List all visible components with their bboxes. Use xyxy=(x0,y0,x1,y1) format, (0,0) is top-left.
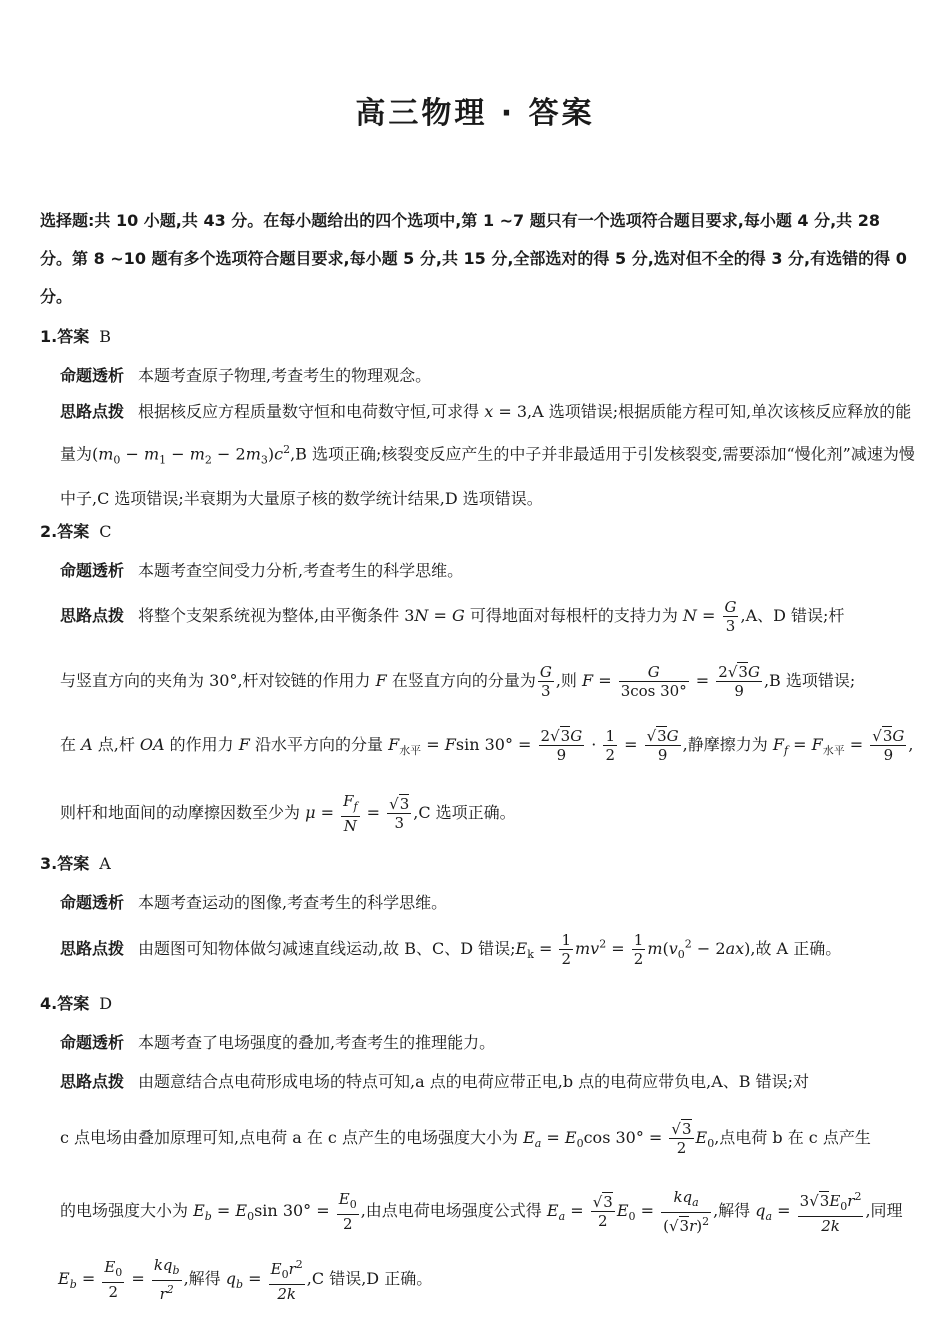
q2-hint-line-3: 在 A 点,杆 OA 的作用力 F 沿水平方向的分量 $F_{水平} = Fsin$ 30° = $\frac{2√3G}{9}$ · $\frac{1}{2}$ = $\frac{√3G}{9}$ ,静摩擦力为 $F_f = F_{水平}$ = $\frac{√3G}{9}$ , xyxy=(60,727,914,764)
intro-paragraph: 选择题:共 10 小题,共 43 分。在每小题给出的四个选项中,第 1 ~7 题只有一个选项符合题目要求,每小题 4 分,共 28 分。第 8 ~10 题有多个选项符合题目要求,每小题 5 分,共 15 分,全部选对的得 5 分,选对但不全的得 3 分,有选错的得 0 分。 xyxy=(40,211,907,306)
q2-answer: C xyxy=(99,522,112,541)
q2-analysis: 命题透析 本题考查空间受力分析,考查考生的科学思维。 xyxy=(60,561,464,580)
q4-hint-line-1: 思路点拨 由题意结合点电荷形成电场的特点可知,a 点的电荷应带正电,b 点的电荷应带负电,A、B 错误;对 xyxy=(60,1072,810,1091)
q4-answer: D xyxy=(99,994,113,1013)
q1-hint: 思路点拨 根据核反应方程质量数守恒和电荷数守恒,可求得 x = 3,A 选项错误;根据质能方程可知,单次该核反应释放的能量为$(m_0 - m_1 - m_2 - 2m_3)c^2,B$ 选项正确;核裂变反应产生的中子并非最适用于引发核裂变,需要添加“慢化剂”减速为慢中子,C 选项错误;半衰期为大量原子核的数学统计结果,D 选项错误。 xyxy=(60,402,915,508)
q3-analysis: 命题透析 本题考查运动的图像,考查考生的科学思维。 xyxy=(60,893,448,912)
q1-header: 1.答案 B xyxy=(40,327,111,346)
q4-analysis: 命题透析 本题考查了电场强度的叠加,考查考生的推理能力。 xyxy=(60,1033,496,1052)
q3-hint: 思路点拨 由题图可知物体做匀减速直线运动,故 B、C、D 错误$;E_k$ = $\frac{1}{2}$ $mv^2$ = $\frac{1}{2}$ $m(v_0^2 - 2ax)$,故 A 正确。 xyxy=(60,931,842,968)
page-title: 高三物理 · 答案 xyxy=(355,96,595,131)
q4-hint-line-4: $E_b$ = $\frac{E_0}{2}$ = $\frac{kq_b}{r^2}$ ,解得 $q_b$ = $\frac{E_0r^2}{2k}$ ,C 错误,D 正确。 xyxy=(58,1256,433,1303)
q4-hint-line-3: 的电场强度大小为 $E_b = E_0\sin$ 30° = $\frac{E_0}{2}$ ,由点电荷电场强度公式得 $E_a$ = $\frac{√3}{2}$ $E_0$ = $\frac{kq_a}{(√3r)^2}$ ,解得 $q_a$ = $\frac{3√3E_0r^2}{2k}$ ,同理 xyxy=(60,1188,903,1235)
q2-header: 2.答案 C xyxy=(40,522,112,541)
q2-hint-line-2: 与竖直方向的夹角为 30°,杆对铰链的作用力 F 在竖直方向的分量为 $\frac{G}{3}$ ,则 F = $\frac{G}{3\cos 30^\circ}$ = $\frac{2√3G}{9}$ ,B 选项错误; xyxy=(60,663,856,700)
q1-answer: B xyxy=(99,327,111,346)
q3-answer: A xyxy=(99,854,111,873)
q2-hint-line-1: 思路点拨 将整个支架系统视为整体,由平衡条件 3N = G 可得地面对每根杆的支持力为 N = $\frac{G}{3}$ ,A、D 错误;杆 xyxy=(60,598,845,635)
q3-header: 3.答案 A xyxy=(40,854,111,873)
q1-analysis: 命题透析 本题考查原子物理,考查考生的物理观念。 xyxy=(60,366,432,385)
q4-hint-line-2: c 点电场由叠加原理可知,点电荷 a 在 c 点产生的电场强度大小为 $E_a = E_0\cos$ 30° = $\frac{√3}{2}$ $E_0$,点电荷 b 在 c 点产生 xyxy=(60,1120,871,1157)
q2-hint-line-4: 则杆和地面间的动摩擦因数至少为 μ = $\frac{F_f}{N}$ = $\frac{√3}{3}$ ,C 选项正确。 xyxy=(60,792,516,835)
q4-header: 4.答案 D xyxy=(40,994,113,1013)
